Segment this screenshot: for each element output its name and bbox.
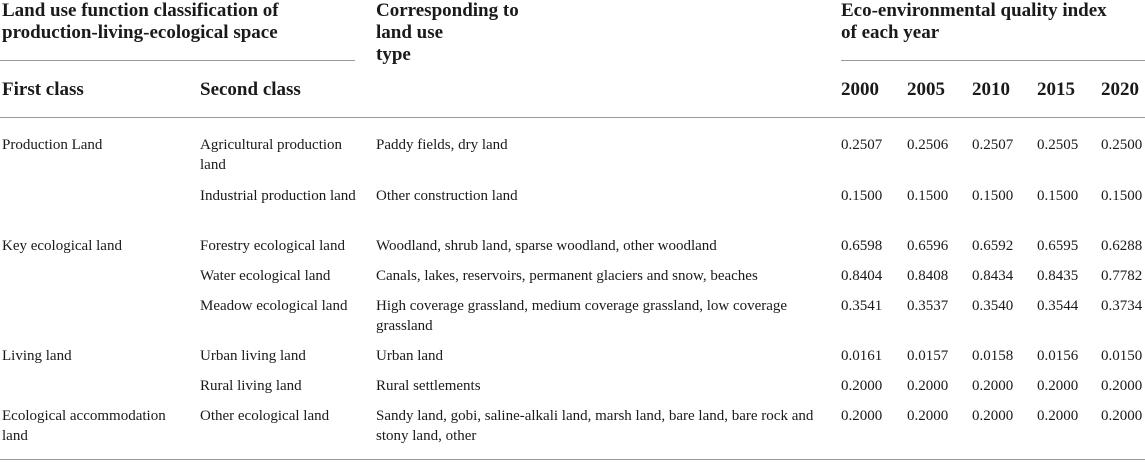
header-second-class: Second class — [200, 79, 301, 100]
cell-value: 0.6592 — [972, 238, 1014, 254]
header-eco-index-line2: of each year — [841, 22, 940, 43]
cell-value: 0.8404 — [841, 268, 883, 284]
header-eco-index-line1: Eco-environmental quality index — [841, 0, 1107, 21]
cell-second-class: Forestry ecological land — [200, 238, 345, 254]
header-bottom-rule — [0, 117, 1145, 118]
cell-value: 0.2000 — [1101, 378, 1143, 394]
cell-value: 0.2507 — [972, 137, 1014, 153]
cell-value: 0.2506 — [907, 137, 949, 153]
header-corresponding-line3: type — [376, 44, 411, 65]
cell-value: 0.0158 — [972, 348, 1014, 364]
cell-value: 0.2000 — [972, 408, 1014, 424]
header-year: 2020 — [1101, 79, 1139, 100]
cell-value: 0.2507 — [841, 137, 883, 153]
header-year: 2000 — [841, 79, 879, 100]
cell-value: 0.2000 — [907, 378, 949, 394]
cell-first-class: Living land — [2, 348, 72, 364]
cell-land-use-type: Sandy land, gobi, saline-alkali land, marsh land, bare land, bare rock and stony land, other — [376, 408, 814, 444]
header-rule-years — [841, 60, 1145, 61]
cell-value: 0.8435 — [1037, 268, 1079, 284]
cell-value: 0.3540 — [972, 298, 1014, 314]
cell-value: 0.1500 — [907, 188, 949, 204]
cell-value: 0.1500 — [972, 188, 1014, 204]
cell-land-use-type: Woodland, shrub land, sparse woodland, other woodland — [376, 238, 717, 254]
cell-value: 0.3734 — [1101, 298, 1143, 314]
header-year: 2010 — [972, 79, 1010, 100]
header-year: 2015 — [1037, 79, 1075, 100]
cell-land-use-type: Canals, lakes, reservoirs, permanent glaciers and snow, beaches — [376, 268, 758, 284]
cell-second-class: Agricultural production land — [200, 137, 343, 173]
cell-value: 0.3544 — [1037, 298, 1079, 314]
cell-value: 0.2000 — [907, 408, 949, 424]
cell-value: 0.1500 — [1037, 188, 1079, 204]
cell-value: 0.3541 — [841, 298, 883, 314]
cell-value: 0.1500 — [1101, 188, 1143, 204]
cell-value: 0.3537 — [907, 298, 949, 314]
cell-first-class: Key ecological land — [2, 238, 122, 254]
cell-value: 0.1500 — [841, 188, 883, 204]
cell-value: 0.2000 — [1037, 378, 1079, 394]
cell-second-class: Meadow ecological land — [200, 298, 348, 314]
cell-second-class: Industrial production land — [200, 188, 356, 204]
cell-value: 0.2500 — [1101, 137, 1143, 153]
cell-value: 0.8434 — [972, 268, 1014, 284]
cell-value: 0.6596 — [907, 238, 949, 254]
header-year: 2005 — [907, 79, 945, 100]
cell-value: 0.6595 — [1037, 238, 1079, 254]
header-corresponding-line2: land use — [376, 22, 444, 43]
cell-value: 0.8408 — [907, 268, 949, 284]
cell-value: 0.2000 — [1037, 408, 1079, 424]
cell-land-use-type: Rural settlements — [376, 378, 481, 394]
cell-land-use-type: Paddy fields, dry land — [376, 137, 508, 153]
cell-value: 0.2000 — [841, 378, 883, 394]
cell-second-class: Water ecological land — [200, 268, 331, 284]
header-rule-classification — [0, 60, 355, 61]
cell-value: 0.2000 — [1101, 408, 1143, 424]
cell-value: 0.7782 — [1101, 268, 1143, 284]
cell-value: 0.0156 — [1037, 348, 1079, 364]
cell-value: 0.0150 — [1101, 348, 1143, 364]
cell-value: 0.0161 — [841, 348, 883, 364]
cell-value: 0.6288 — [1101, 238, 1143, 254]
cell-land-use-type: Urban land — [376, 348, 444, 364]
cell-first-class: Ecological accommodation land — [2, 408, 166, 444]
cell-land-use-type: High coverage grassland, medium coverage grassland, low coverage grassland — [376, 298, 788, 334]
cell-value: 0.2505 — [1037, 137, 1079, 153]
cell-value: 0.0157 — [907, 348, 949, 364]
cell-value: 0.2000 — [841, 408, 883, 424]
table-bottom-rule — [0, 459, 1145, 460]
header-first-class: First class — [2, 79, 84, 100]
cell-second-class: Urban living land — [200, 348, 306, 364]
header-classification: Land use function classification of production-living-ecological space — [2, 0, 279, 43]
cell-value: 0.6598 — [841, 238, 883, 254]
cell-land-use-type: Other construction land — [376, 188, 518, 204]
cell-first-class: Production Land — [2, 137, 103, 153]
header-corresponding-line1: Corresponding to — [376, 0, 519, 21]
cell-second-class: Other ecological land — [200, 408, 330, 424]
cell-second-class: Rural living land — [200, 378, 302, 394]
cell-value: 0.2000 — [972, 378, 1014, 394]
